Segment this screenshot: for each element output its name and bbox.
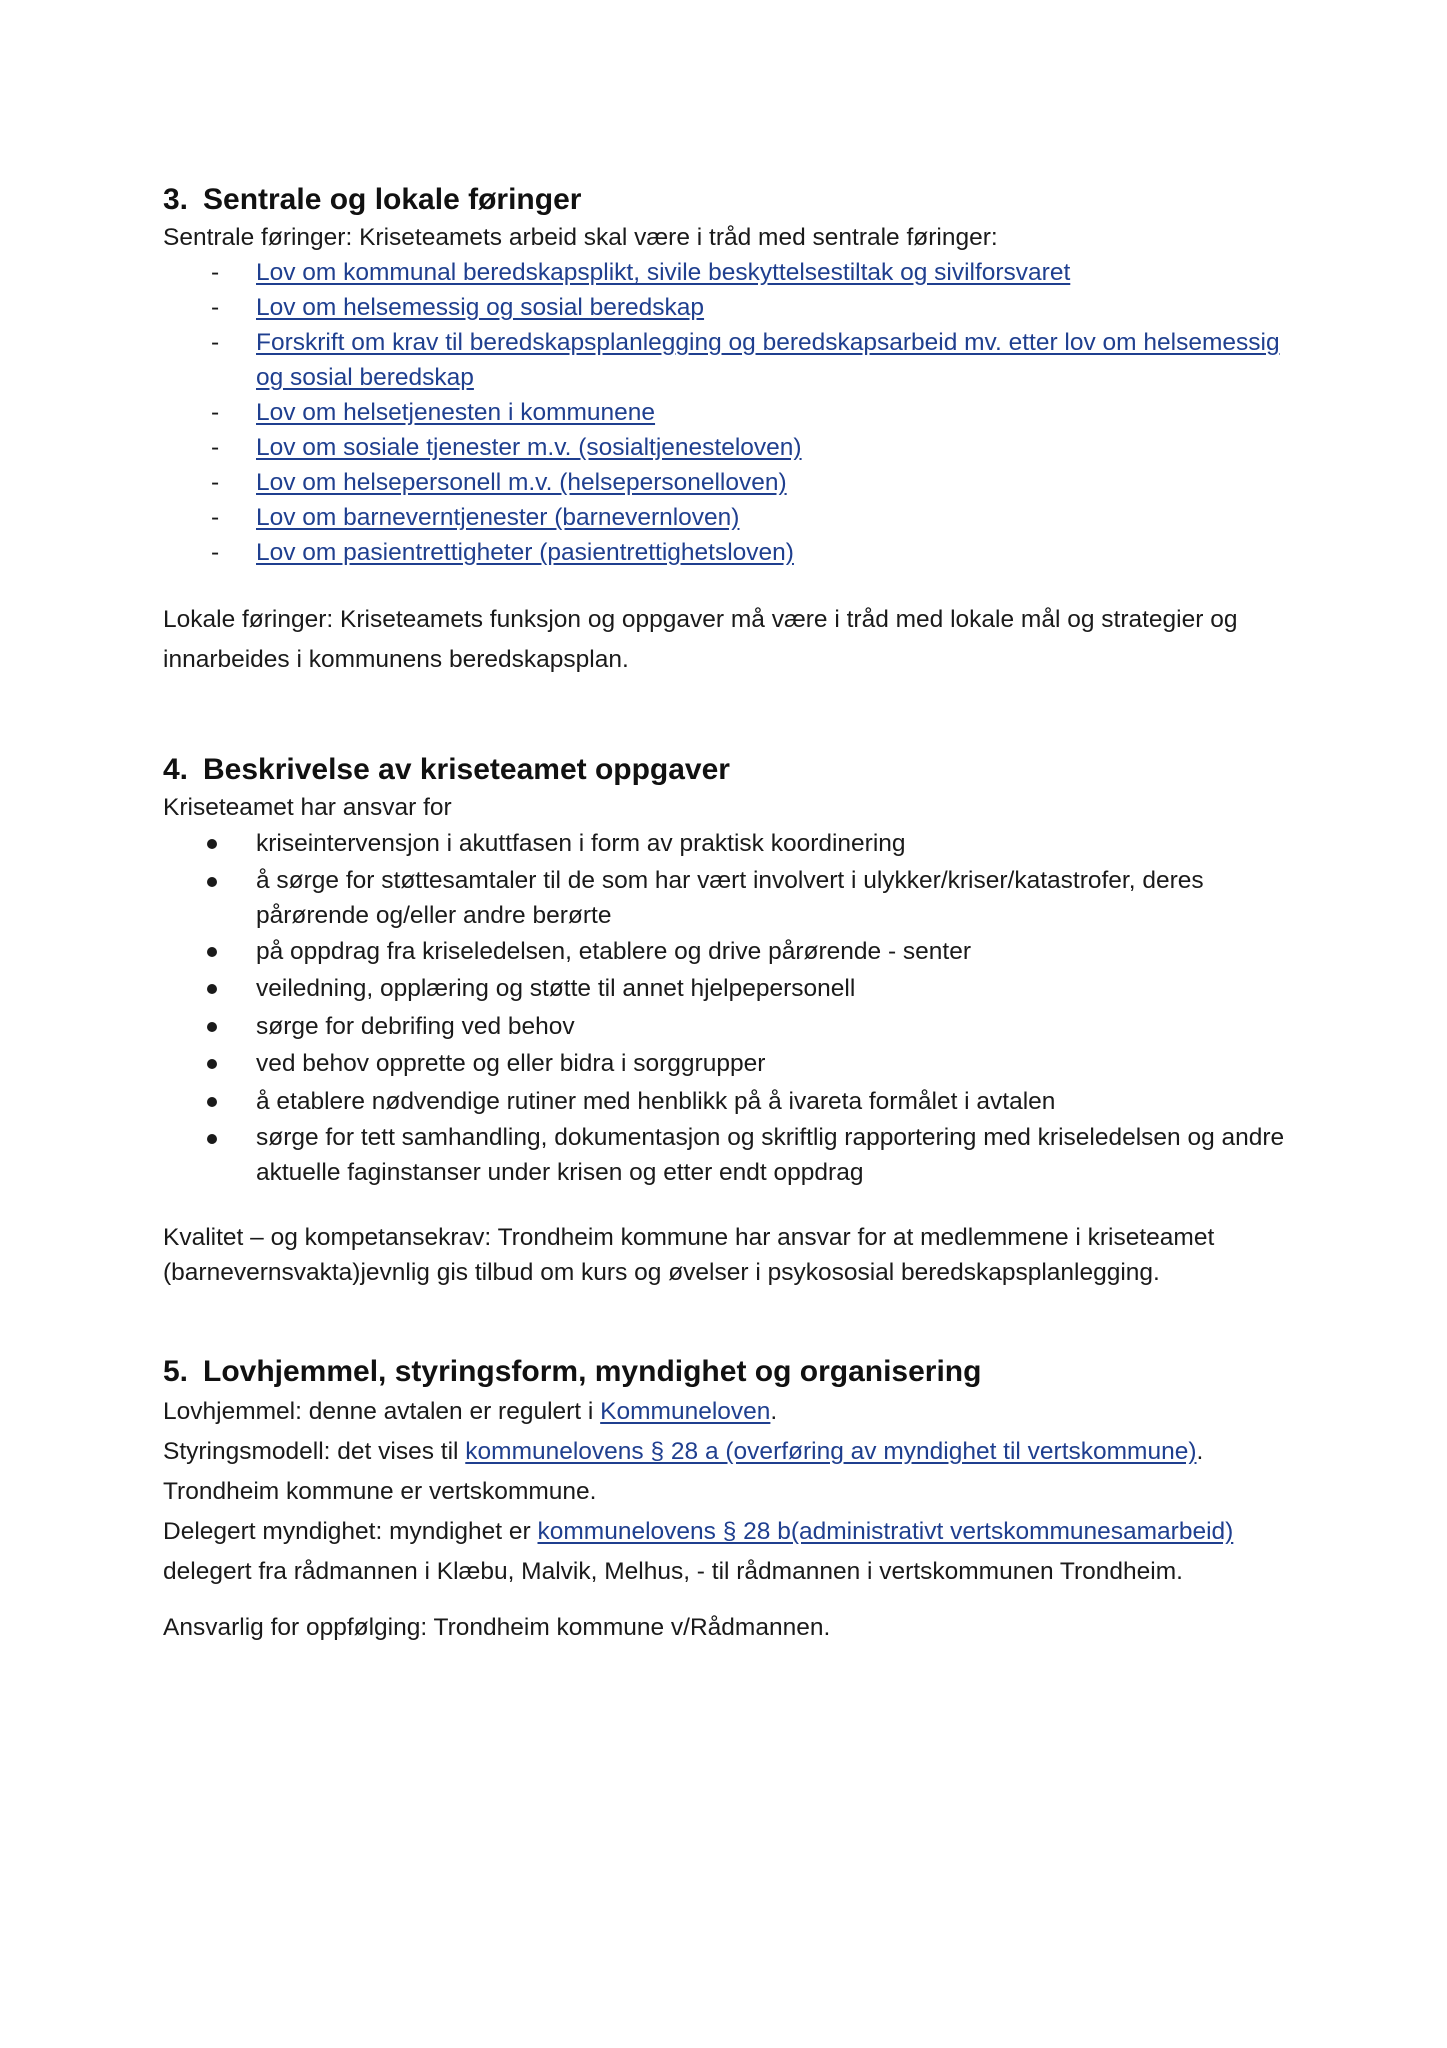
tasks-list [163, 825, 1303, 1190]
task-item [163, 1120, 1303, 1190]
section-4-heading [163, 750, 1303, 790]
law-link[interactable]: Forskrift om krav til beredskapsplanlegging og beredskapsarbeid mv. etter lov om helsemessig og sosial beredskap [256, 329, 1280, 391]
styring-prefix: Styringsmodell: det vises til [163, 1438, 466, 1465]
law-item: - Lov om sosiale tjenester m.v. (sosialtjenesteloven) [211, 434, 802, 461]
section-5-title: Lovhjemmel, styringsform, myndighet og organisering [203, 1355, 982, 1388]
bullet-icon [207, 839, 217, 849]
section-4-intro: Kriseteamet har ansvar for [163, 794, 452, 821]
task-text: ved behov opprette og eller bidra i sorggrupper [256, 1050, 766, 1077]
task-text: sørge for debrifing ved behov [256, 1012, 575, 1040]
kommuneloven-28b-link[interactable]: kommunelovens § 28 b(administrativt vertskommunesamarbeid) [537, 1518, 1234, 1545]
quality-requirements-text: Kvalitet – og kompetansekrav: Trondheim kommune har ansvar for at medlemmene i kriseteamet (barnevernsvakta)jevnlig gis tilbud om kurs og øvelser i psykososial beredskapsplanlegging. [163, 1224, 1215, 1286]
bullet-icon [207, 1022, 217, 1032]
task-text: å sørge for støttesamtaler til de som har vært involvert i ulykker/kriser/katastrofer, deres pårørende og/eller andre berørte [256, 866, 1204, 929]
law-item: - Lov om helsepersonell m.v. (helsepersonelloven) [211, 469, 787, 496]
lovhjemmel-paragraph [163, 1392, 1303, 1432]
bullet-icon [207, 877, 217, 887]
lovhjemmel-suffix: . [770, 1398, 778, 1425]
law-item: - Lov om helsemessig og sosial beredskap [211, 294, 705, 321]
bullet-icon [207, 947, 217, 957]
document-content [163, 180, 1303, 1648]
bullet-icon [207, 1097, 217, 1107]
section-3-number: 3. [163, 183, 189, 216]
task-item [163, 825, 1303, 863]
task-item [163, 933, 1303, 971]
section-4-number: 4. [163, 753, 189, 786]
task-text: veiledning, opplæring og støtte til annet hjelpepersonell [256, 975, 856, 1002]
lovhjemmel-prefix: Lovhjemmel: denne avtalen er regulert i [163, 1398, 601, 1425]
delegert-myndighet-paragraph [163, 1512, 1303, 1592]
task-item [163, 970, 1303, 1008]
styringsmodell-paragraph [163, 1432, 1303, 1512]
task-text: på oppdrag fra kriseledelsen, etablere og drive pårørende - senter [256, 937, 971, 965]
task-text: sørge for tett samhandling, dokumentasjon og skriftlig rapportering med kriseledelsen og andre aktuelle faginstanser under krisen og etter endt oppdrag [256, 1124, 1285, 1186]
task-text: kriseintervensjon i akuttfasen i form av praktisk koordinering [256, 830, 906, 857]
law-link[interactable]: Lov om sosiale tjenester m.v. (sosialtjenesteloven) [256, 434, 802, 461]
law-item: - Lov om barneverntjenester (barnevernloven) [211, 504, 740, 531]
kommuneloven-28a-link[interactable]: kommunelovens § 28 a (overføring av myndighet til vertskommune) [465, 1438, 1197, 1465]
law-item: - Forskrift om krav til beredskapsplanlegging og beredskapsarbeid mv. etter lov om helsemessig og sosial beredskap [211, 329, 1280, 391]
law-link[interactable]: Lov om pasientrettigheter (pasientrettighetsloven) [256, 539, 794, 566]
bullet-icon [207, 984, 217, 994]
local-guidelines-text: Lokale føringer: Kriseteamets funksjon og oppgaver må være i tråd med lokale mål og strategier og innarbeides i kommunens beredskapsplan. [163, 606, 1238, 673]
task-item [163, 1008, 1303, 1046]
bullet-icon [207, 1134, 217, 1144]
law-item: - Lov om pasientrettigheter (pasientrettighetsloven) [211, 539, 794, 566]
law-link[interactable]: Lov om helsepersonell m.v. (helsepersonelloven) [256, 469, 787, 496]
section-5-heading [163, 1352, 1303, 1392]
law-item: - Lov om helsetjenesten i kommunene [211, 399, 656, 426]
bullet-icon [207, 1059, 217, 1069]
section-3-title: Sentrale og lokale føringer [203, 183, 582, 216]
law-item: - Lov om kommunal beredskapsplikt, sivile beskyttelsestiltak og sivilforsvaret [211, 259, 1071, 286]
sentral-laws-list [163, 255, 1303, 570]
task-text: å etablere nødvendige rutiner med henblikk på å ivareta formålet i avtalen [256, 1087, 1056, 1115]
delegert-suffix: delegert fra rådmannen i Klæbu, Malvik, Melhus, - til rådmannen i vertskommunen Trondheim. [163, 1558, 1183, 1585]
task-item [163, 1083, 1303, 1121]
kommuneloven-link[interactable]: Kommuneloven [600, 1398, 771, 1425]
ansvarlig-paragraph: Ansvarlig for oppfølging: Trondheim kommune v/Rådmannen. [163, 1614, 831, 1641]
section-3-heading [163, 180, 1303, 220]
delegert-prefix: Delegert myndighet: myndighet er [163, 1518, 538, 1545]
law-link[interactable]: Lov om barneverntjenester (barnevernloven) [256, 504, 740, 531]
section-4-title: Beskrivelse av kriseteamet oppgaver [203, 753, 730, 786]
section-5-number: 5. [163, 1355, 189, 1388]
section-3-intro: Sentrale føringer: Kriseteamets arbeid skal være i tråd med sentrale føringer: [163, 224, 998, 251]
styring-suffix: . Trondheim kommune er vertskommune. [163, 1438, 1204, 1505]
law-link[interactable]: Lov om helsemessig og sosial beredskap [256, 294, 705, 321]
law-link[interactable]: Lov om helsetjenesten i kommunene [256, 399, 656, 426]
law-link[interactable]: Lov om kommunal beredskapsplikt, sivile beskyttelsestiltak og sivilforsvaret [256, 259, 1071, 286]
task-item [163, 863, 1303, 933]
task-item [163, 1045, 1303, 1083]
